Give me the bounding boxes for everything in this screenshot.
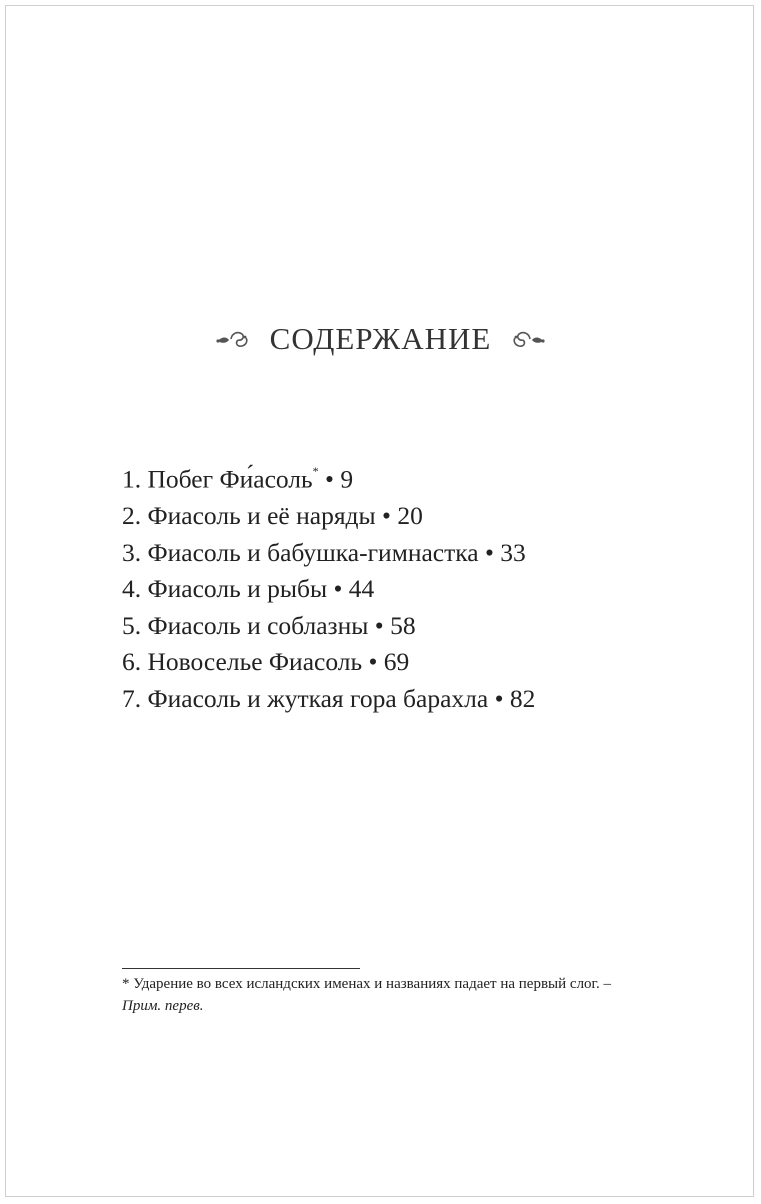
right-ornament-icon — [510, 328, 546, 350]
toc-item-number: 3. — [122, 537, 142, 567]
footnote — [122, 973, 612, 1017]
toc-item[interactable] — [122, 498, 535, 535]
toc-separator: • — [494, 683, 504, 713]
toc-item[interactable] — [122, 535, 535, 572]
toc-item-title: Новоселье Фиасоль — [147, 647, 363, 676]
toc-item-number: 5. — [122, 610, 142, 640]
footnote-marker: * — [122, 976, 130, 992]
toc-item-number: 4. — [122, 574, 142, 603]
toc-list — [122, 456, 535, 717]
toc-item-title: Побег Фи́асоль — [147, 464, 313, 494]
page-title: СОДЕРЖАНИЕ — [269, 320, 492, 356]
footnote-text: Ударение во всех исландских именах и названиях падает на первый слог. – — [133, 976, 612, 992]
toc-separator: • — [368, 647, 378, 676]
toc-separator: • — [325, 464, 334, 494]
toc-item-title: Фиасоль и её наряды — [147, 501, 376, 530]
toc-item-page: 9 — [340, 464, 354, 494]
toc-item-number: 2. — [122, 501, 142, 530]
toc-item-number: 7. — [122, 683, 142, 713]
footnote-attribution: Прим. перев. — [122, 998, 204, 1014]
toc-separator: • — [484, 537, 494, 567]
toc-item-page: 44 — [348, 574, 375, 603]
toc-item[interactable] — [122, 456, 535, 498]
toc-item-number: 6. — [122, 647, 142, 676]
footnote-divider — [122, 968, 360, 969]
toc-item-title: Фиасоль и бабушка-гимнастка — [147, 537, 479, 567]
toc-separator: • — [374, 610, 384, 640]
toc-item[interactable] — [122, 681, 535, 718]
footnote-marker: * — [312, 464, 319, 478]
toc-item-page: 20 — [397, 501, 423, 530]
toc-item[interactable] — [122, 571, 535, 608]
toc-separator: • — [333, 574, 343, 603]
toc-item-title: Фиасоль и рыбы — [147, 574, 328, 603]
toc-item-title: Фиасоль и жуткая гора барахла — [147, 683, 489, 713]
toc-item-page: 69 — [383, 647, 410, 676]
toc-item-number: 1. — [122, 464, 142, 494]
toc-item-page: 58 — [390, 610, 416, 640]
left-ornament-icon — [215, 328, 251, 350]
toc-separator: • — [382, 501, 391, 530]
toc-item-page: 82 — [509, 683, 536, 713]
toc-item[interactable] — [122, 608, 535, 645]
toc-item-title: Фиасоль и соблазны — [147, 610, 369, 640]
toc-item[interactable] — [122, 644, 535, 681]
toc-item-page: 33 — [500, 537, 526, 567]
toc-heading — [0, 316, 761, 359]
